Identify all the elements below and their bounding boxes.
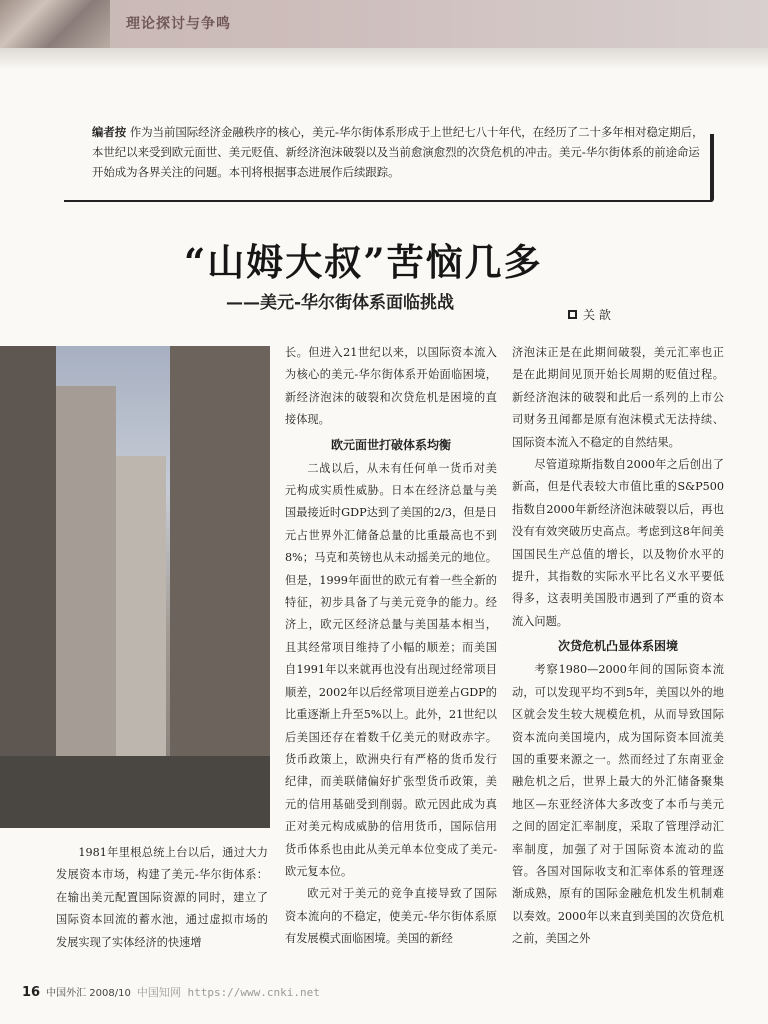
- editor-note-frame-right: [710, 134, 714, 202]
- paragraph: 1981年里根总统上台以后，通过大力发展资本市场，构建了美元-华尔街体系：在输出美元配置国际资源的同时，建立了国际资本回流的蓄水池，通过虚拟市场的发展实现了实体经济的快速增: [56, 846, 268, 949]
- paragraph: 济泡沫正是在此期间破裂，美元汇率也正是在此期间见顶开始长周期的贬值过程。新经济泡沫的破裂和此后一系列的上市公司财务丑闻都是原有泡沫模式无法持续、国际资本流入不稳定的自然结果。: [512, 346, 724, 449]
- journal-issue: 中国外汇 2008/10: [46, 988, 131, 999]
- paragraph: 考察1980—2000年间的国际资本流动，可以发现平均不到5年，美国以外的地区就会发生较大规模危机，从而导致国际资本流向美国境内，成为国际资本回流美国的重要来源之一。然而经过了东南亚金融危机之后，世界上最大的外汇储备聚集地区—东亚经济体大多改变了本币与美元之间的固定汇率制度，采取了管理浮动汇率制度，加强了对于国际资本流动的监管。各国对国际收支和汇率体系的管理逐渐成熟，原有的国际金融危机发生机制难以奏效。2000年以来直到美国的次贷危机之前，美国之外: [512, 663, 724, 946]
- editor-note-tag: 编者按: [92, 125, 127, 139]
- paragraph: 欧元对于美元的竞争直接导致了国际资本流向的不稳定，使美元-华尔街体系原有发展模式面临困境。美国的新经: [285, 887, 497, 946]
- watermark: 中国知网 https://www.cnki.net: [136, 986, 320, 999]
- section-title: 理论探讨与争鸣: [126, 16, 231, 32]
- editor-note-frame-bottom: [64, 200, 712, 202]
- section-heading: 次贷危机凸显体系困境: [557, 639, 678, 654]
- header-shadow: [0, 48, 768, 70]
- article-subtitle: ——美元-华尔街体系面临挑战: [226, 293, 455, 313]
- photo-street: [0, 756, 270, 828]
- editor-note-text: 作为当前国际经济金融秩序的核心，美元-华尔街体系形成于上世纪七八十年代，在经历了二十多年相对稳定期后，本世纪以来受到欧元面世、美元贬值、新经济泡沫破裂以及当前愈演愈烈的次贷危机的冲击。美元-华尔街体系的前途命运开始成为各界关注的问题。本刊将根据事态进展作后续跟踪。: [92, 125, 704, 179]
- author-name: 关 歆: [583, 308, 611, 322]
- paragraph: 尽管道琼斯指数自2000年之后创出了新高，但是代表较大市值比重的S&P500指数自2000年新经济泡沫破裂以后，再也没有有效突破历史高点。考虑到这8年间美国国民生产总值的增长，以及物价水平的提升，其指数的实际水平比名义水平要低得多，这表明美国股市遇到了严重的资本流入问题。: [512, 458, 724, 628]
- page-footer: [22, 984, 320, 1000]
- header-photo: [0, 0, 110, 48]
- author-box-icon: [568, 310, 577, 319]
- article-title: “山姆大叔”苦恼几多: [184, 240, 543, 284]
- paragraph: 二战以后，从未有任何单一货币对美元构成实质性威胁。日本在经济总量与美国最接近时GDP达到了美国的2/3，但是日元占世界外汇储备总量的比重最高也不到8%；马克和英镑也从未动摇美元的地位。但是，1999年面世的欧元有着一些全新的特征，初步具备了与美元竞争的能力。经济上，欧元区经济总量与美国基本相当，且其经常项目维持了小幅的顺差；而美国自1991年以来就再也没有出现过经常项目顺差，2002年以后经常项目逆差占GDP的比重逐渐上升至5%以上。此外，21世纪以后美国还存在着数千亿美元的财政赤字。货币政策上，欧洲央行有严格的货币发行纪律，而美联储偏好扩张型货币政策，美元的信用基础受到削弱。欧元因此成为真正对美元构成威胁的信用货币，国际信用货币体系也由此从美元单本位变成了美元-欧元复本位。: [285, 461, 497, 878]
- column-left: [56, 842, 268, 954]
- page-number: 16: [22, 985, 41, 1000]
- column-middle: [285, 342, 497, 951]
- section-heading: 欧元面世打破体系均衡: [330, 437, 451, 452]
- author-byline: [568, 306, 611, 323]
- editor-note: [92, 122, 704, 182]
- header-band: [0, 0, 768, 48]
- wall-street-photo: [0, 346, 270, 828]
- column-right: [512, 342, 724, 951]
- paragraph: 长。但进入21世纪以来，以国际资本流入为核心的美元-华尔街体系开始面临困境，新经济泡沫的破裂和次贷危机是困境的直接体现。: [285, 346, 497, 427]
